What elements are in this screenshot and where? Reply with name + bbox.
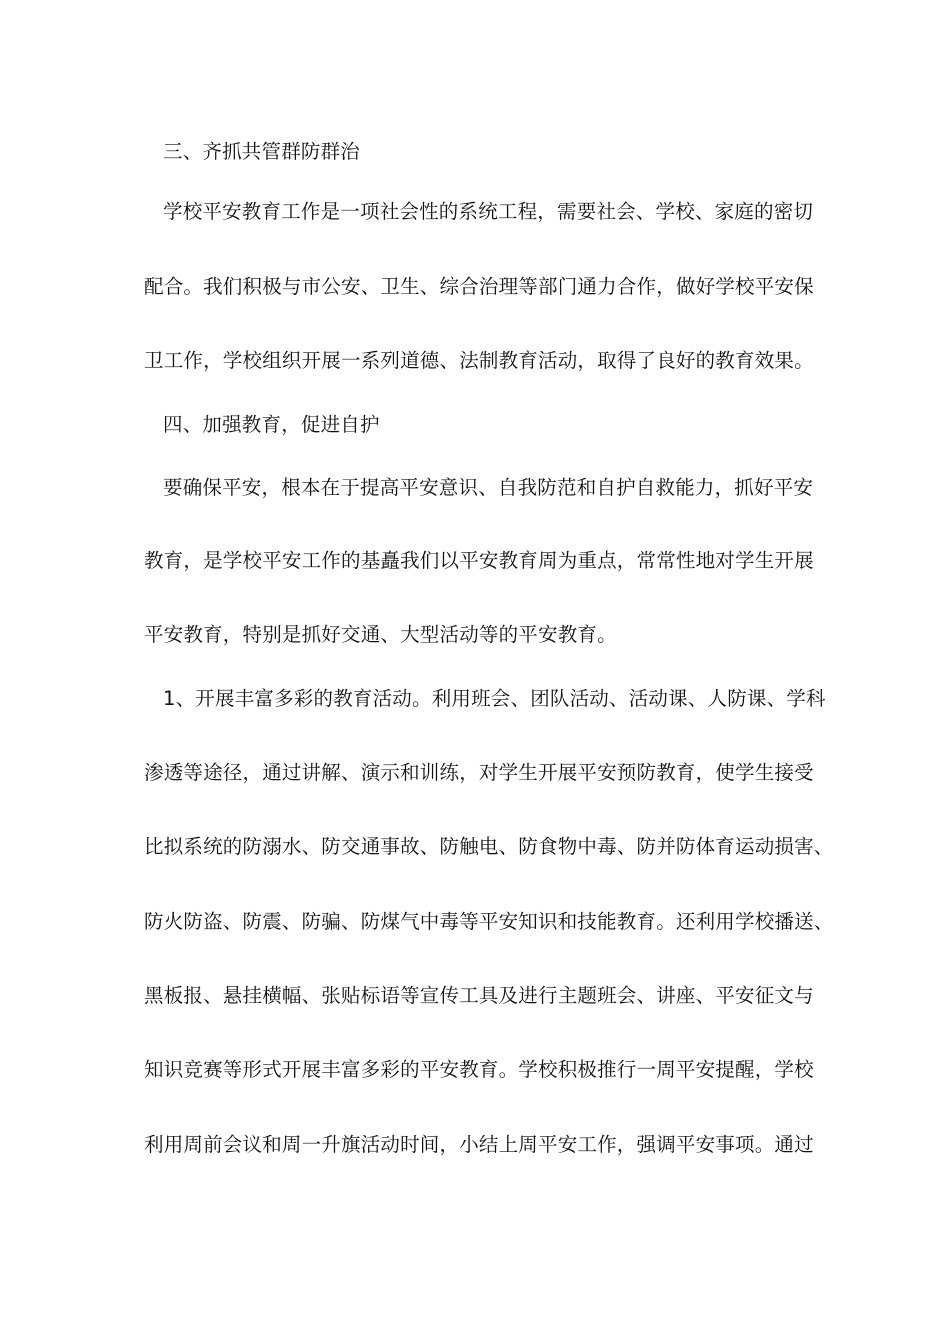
paragraph-line: 要确保平安，根本在于提高平安意识、自我防范和自护自救能力，抓好平安 (163, 476, 814, 499)
section-heading-4: 四、加强教育，促进自护 (163, 413, 380, 436)
paragraph-line: 平安教育，特别是抓好交通、大型活动等的平安教育。 (144, 623, 617, 646)
paragraph-line: 学校平安教育工作是一项社会性的系统工程，需要社会、学校、家庭的密切 (163, 200, 814, 223)
paragraph-line: 利用周前会议和周一升旗活动时间，小结上周平安工作，强调平安事项。通过 (144, 1133, 814, 1156)
numbered-paragraph-line: 1、开展丰富多彩的教育活动。利用班会、团队活动、活动课、人防课、学科 (163, 687, 826, 710)
paragraph-line: 黑板报、悬挂横幅、张贴标语等宣传工具及进行主题班会、讲座、平安征文与 (144, 984, 814, 1007)
paragraph-line: 渗透等途径，通过讲解、演示和训练，对学生开展平安预防教育，使学生接受 (144, 761, 814, 784)
paragraph-line: 比拟系统的防溺水、防交通事故、防触电、防食物中毒、防并防体育运动损害、 (144, 835, 834, 858)
paragraph-line: 配合。我们积极与市公安、卫生、综合治理等部门通力合作，做好学校平安保 (144, 275, 814, 298)
paragraph-line: 教育，是学校平安工作的基矗我们以平安教育周为重点，常常性地对学生开展 (144, 549, 814, 572)
section-heading-3: 三、齐抓共管群防群治 (163, 140, 361, 163)
paragraph-line: 卫工作，学校组织开展一系列道德、法制教育活动，取得了良好的教育效果。 (144, 349, 814, 372)
paragraph-line: 知识竞赛等形式开展丰富多彩的平安教育。学校积极推行一周平安提醒，学校 (144, 1058, 814, 1081)
paragraph-line: 防火防盗、防震、防骗、防煤气中毒等平安知识和技能教育。还利用学校播送、 (144, 910, 834, 933)
